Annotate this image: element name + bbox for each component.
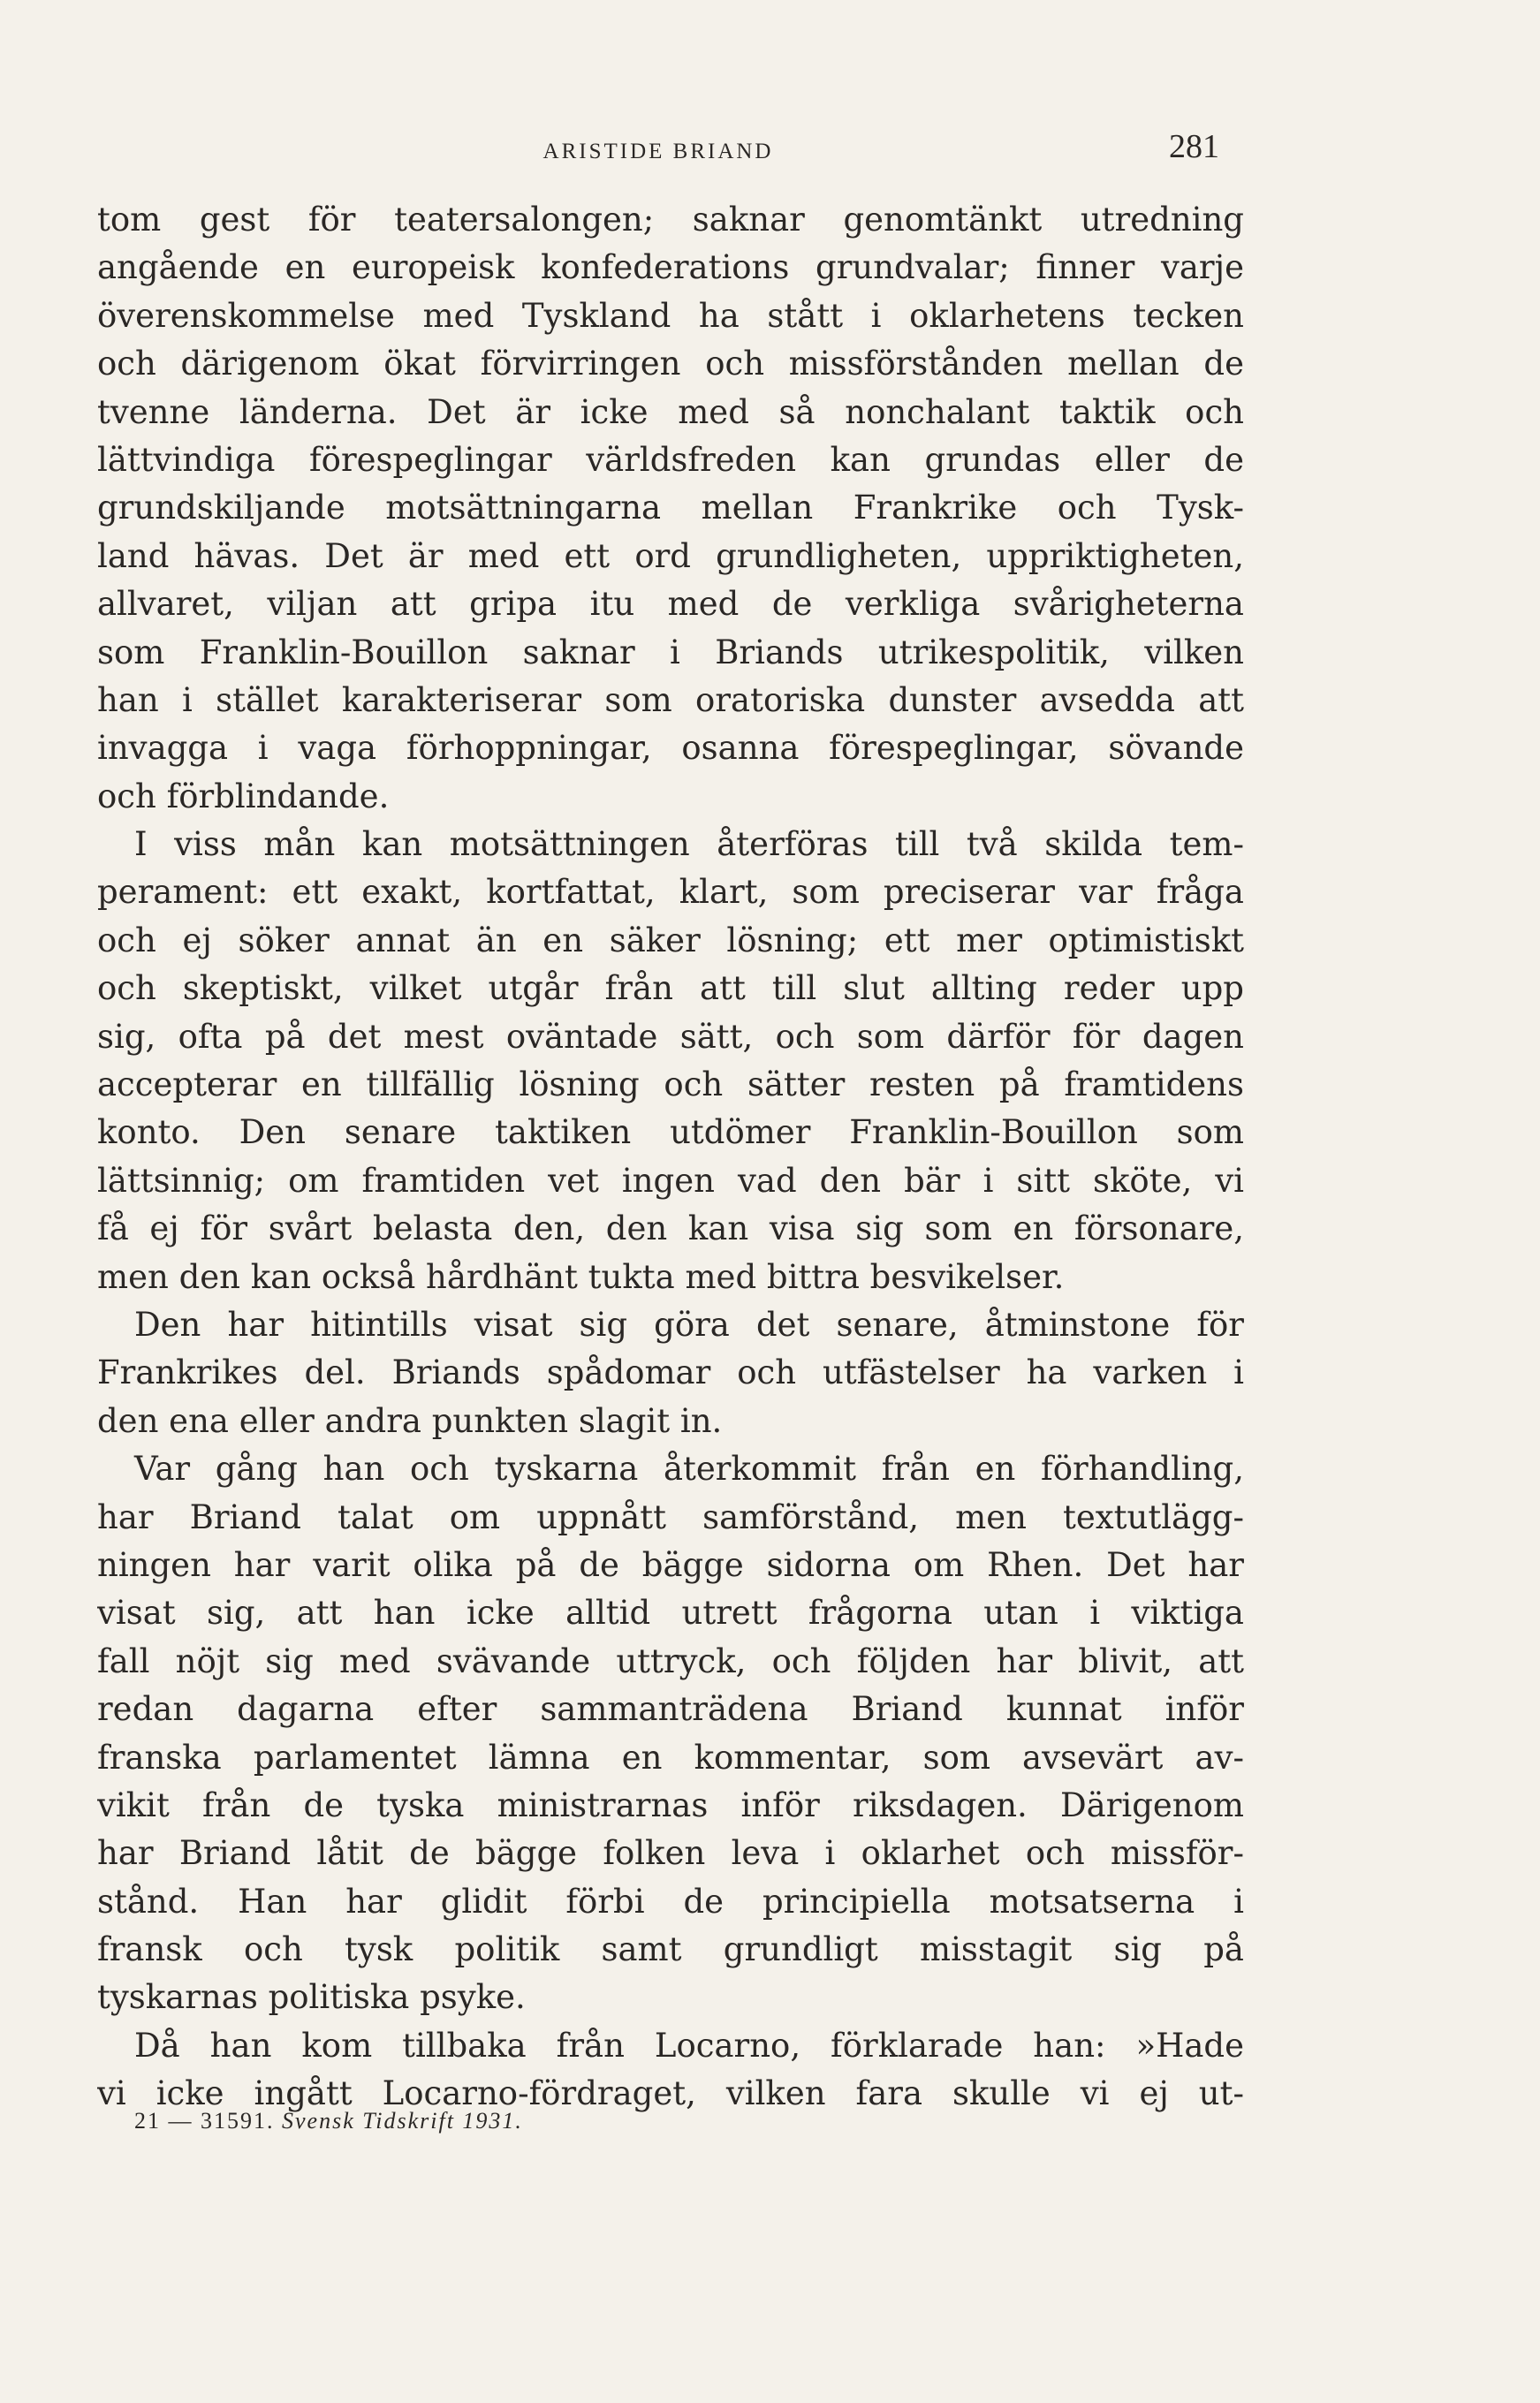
paragraph xyxy=(97,821,1244,1301)
body-text xyxy=(97,196,1244,2119)
running-title: ARISTIDE BRIAND xyxy=(542,140,774,163)
text-line: stånd. Han har glidit förbi de principiella motsatserna i xyxy=(97,1882,1244,1921)
text-line: tom gest för teatersalongen; saknar genomtänkt utredning xyxy=(97,201,1244,239)
paragraph xyxy=(97,1301,1244,1445)
text-line: accepterar en tillfällig lösning och sätter resten på framtidens xyxy=(97,1065,1244,1104)
text-line: fall nöjt sig med svävande uttryck, och följden har blivit, att xyxy=(97,1641,1244,1680)
text-line: redan dagarna efter sammanträdena Briand kunnat inför xyxy=(97,1690,1244,1729)
text-line: Frankrikes del. Briands spådomar och utfästelser ha varken i xyxy=(97,1353,1244,1392)
text-line: vikit från de tyska ministrarnas inför riksdagen. Därigenom xyxy=(97,1785,1244,1824)
text-line: och förblindande. xyxy=(97,777,390,815)
text-line: och därigenom ökat förvirringen och missförstånden mellan de xyxy=(97,345,1244,383)
text-line: har Briand talat om uppnått samförstånd, men textutlägg- xyxy=(97,1497,1244,1536)
text-line: konto. Den senare taktiken utdömer Franklin-Bouillon som xyxy=(97,1113,1244,1152)
signature-mark: 21 — 31591. xyxy=(134,2108,275,2134)
text-line: allvaret, viljan att gripa itu med de verkliga svårigheterna xyxy=(97,585,1244,624)
text-line: sig, ofta på det mest oväntade sätt, och som därför för dagen xyxy=(97,1017,1244,1056)
text-line: vi icke ingått Locarno-fördraget, vilken fara skulle vi ej ut- xyxy=(97,2074,1244,2113)
text-line: fransk och tysk politik samt grundligt misstagit sig på xyxy=(97,1930,1244,1969)
text-line: den ena eller andra punkten slagit in. xyxy=(97,1401,723,1440)
text-line: I viss mån kan motsättningen återföras till två skilda tem- xyxy=(134,825,1244,864)
text-line: perament: ett exakt, kortfattat, klart, som preciserar var fråga xyxy=(97,873,1244,912)
text-line: han i stället karakteriserar som oratoriska dunster avsedda att xyxy=(97,680,1244,719)
printer-footer xyxy=(134,2108,523,2134)
text-line: Då han kom tillbaka från Locarno, förklarade han: »Hade xyxy=(134,2026,1244,2065)
text-line: Den har hitintills visat sig göra det senare, åtminstone för xyxy=(134,1305,1244,1344)
text-line: och ej söker annat än en säker lösning; ett mer optimistiskt xyxy=(97,921,1244,959)
text-line: lättvindiga förespeglingar världsfreden kan grundas eller de xyxy=(97,440,1244,479)
running-head xyxy=(97,127,1219,173)
text-line: land hävas. Det är med ett ord grundligheten, uppriktigheten, xyxy=(97,536,1244,575)
paragraph xyxy=(97,1445,1244,2022)
text-line: tyskarnas politiska psyke. xyxy=(97,1978,526,2017)
text-line: som Franklin-Bouillon saknar i Briands utrikespolitik, vilken xyxy=(97,633,1244,671)
text-line: men den kan också hårdhänt tukta med bittra besvikelser. xyxy=(97,1257,1065,1296)
text-line: tvenne länderna. Det är icke med så nonchalant taktik och xyxy=(97,392,1244,431)
page-number: 281 xyxy=(1169,128,1219,165)
text-line: lättsinnig; om framtiden vet ingen vad den bär i sitt sköte, vi xyxy=(97,1161,1244,1200)
text-line: Var gång han och tyskarna återkommit från en förhandling, xyxy=(134,1450,1244,1489)
paragraph xyxy=(97,196,1244,821)
paragraph xyxy=(97,2022,1244,2119)
text-line: överenskommelse med Tyskland ha stått i oklarhetens tecken xyxy=(97,296,1244,335)
text-line: visat sig, att han icke alltid utrett frågorna utan i viktiga xyxy=(97,1594,1244,1633)
text-line: grundskiljande motsättningarna mellan Frankrike och Tysk- xyxy=(97,489,1244,527)
text-line: ningen har varit olika på de bägge sidorna om Rhen. Det har xyxy=(97,1545,1244,1584)
text-line: få ej för svårt belasta den, den kan visa sig som en försonare, xyxy=(97,1209,1244,1248)
text-line: har Briand låtit de bägge folken leva i oklarhet och missför- xyxy=(97,1834,1244,1873)
text-line: och skeptiskt, vilket utgår från att till slut allting reder upp xyxy=(97,969,1244,1008)
text-line: angående en europeisk konfederations grundvalar; finner varje xyxy=(97,248,1244,287)
text-line: franska parlamentet lämna en kommentar, som avsevärt av- xyxy=(97,1738,1244,1777)
text-line: invagga i vaga förhoppningar, osanna förespeglingar, sövande xyxy=(97,729,1244,768)
journal-name: Svensk Tidskrift 1931. xyxy=(282,2108,523,2134)
